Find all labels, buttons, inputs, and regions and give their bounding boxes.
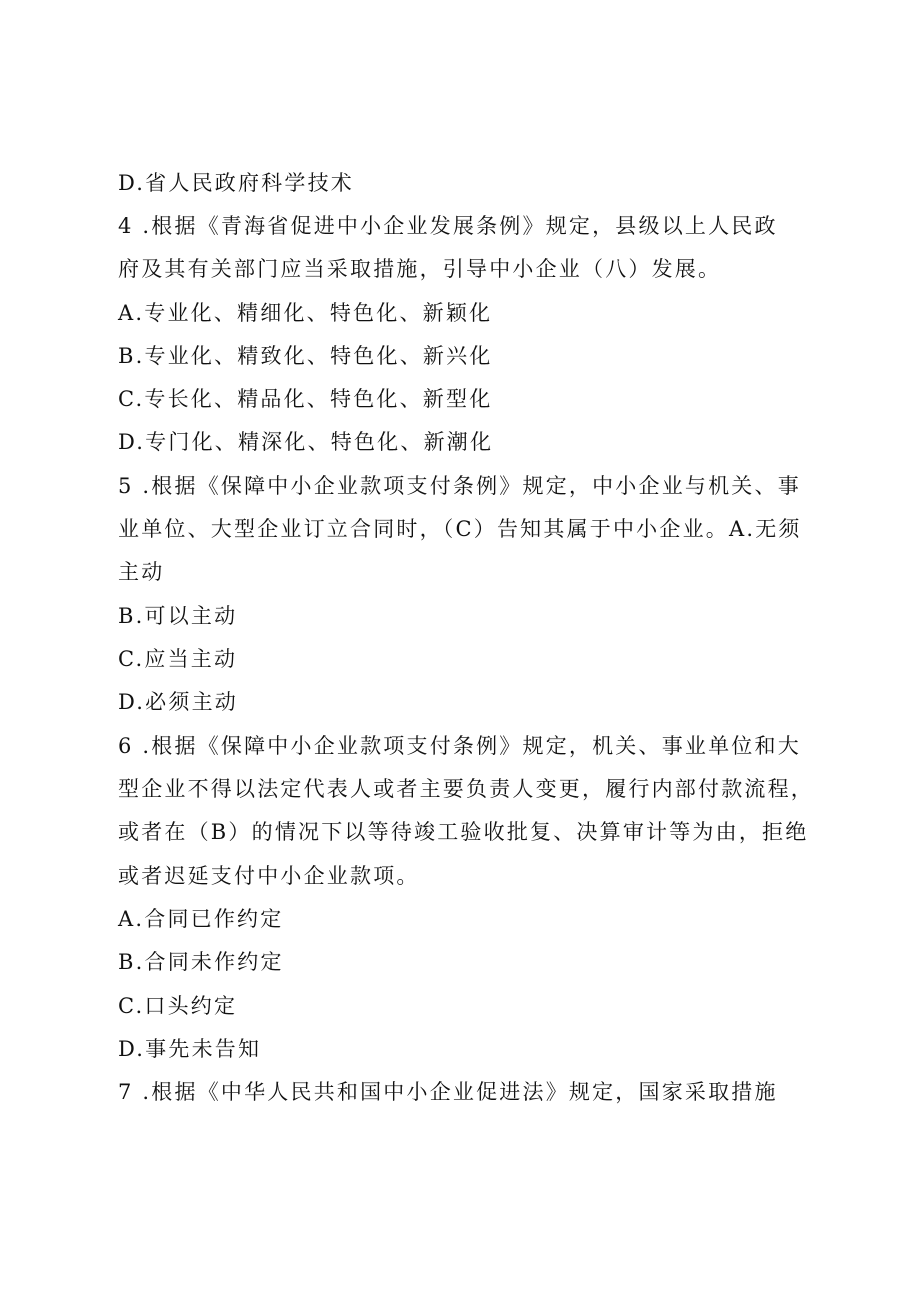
question-5-line-1: 5 .根据《保障中小企业款项支付条例》规定，中小企业与机关、事 (118, 474, 801, 498)
question-6-line-3: 或者在（B）的情况下以等待竣工验收批复、决算审计等为由，拒绝 (118, 820, 809, 844)
question-6-line-1: 6 .根据《保障中小企业款项支付条例》规定，机关、事业单位和大 (118, 734, 801, 758)
option-4d: D.专门化、精深化、特色化、新潮化 (118, 430, 494, 454)
question-5-line-3: 主动 (118, 560, 165, 584)
option-4a: A.专业化、精细化、特色化、新颖化 (118, 301, 493, 325)
question-4-line-2: 府及其有关部门应当采取措施，引导中小企业（八）发展。 (118, 257, 722, 281)
option-4b: B.专业化、精致化、特色化、新兴化 (118, 344, 493, 368)
question-6-line-2: 型企业不得以法定代表人或者主要负责人变更，履行内部付款流程， (118, 777, 814, 801)
option-5b: B.可以主动 (118, 604, 238, 628)
option-3d: D.省人民政府科学技术 (118, 171, 354, 195)
option-6b: B.合同未作约定 (118, 950, 284, 974)
question-6-line-4: 或者迟延支付中小企业款项。 (118, 864, 420, 888)
option-6d: D.事先未告知 (118, 1037, 262, 1061)
option-6c: C.口头约定 (118, 994, 238, 1018)
option-6a: A.合同已作约定 (118, 907, 284, 931)
option-5c: C.应当主动 (118, 647, 238, 671)
option-4c: C.专长化、精品化、特色化、新型化 (118, 387, 493, 411)
question-4-line-1: 4 .根据《青海省促进中小企业发展条例》规定，县级以上人民政 (118, 214, 778, 238)
question-7-line-1: 7 .根据《中华人民共和国中小企业促进法》规定，国家采取措施 (118, 1080, 778, 1104)
option-5d: D.必须主动 (118, 690, 238, 714)
question-5-line-2: 业单位、大型企业订立合同时，（C）告知其属于中小企业。A.无须 (118, 517, 802, 541)
